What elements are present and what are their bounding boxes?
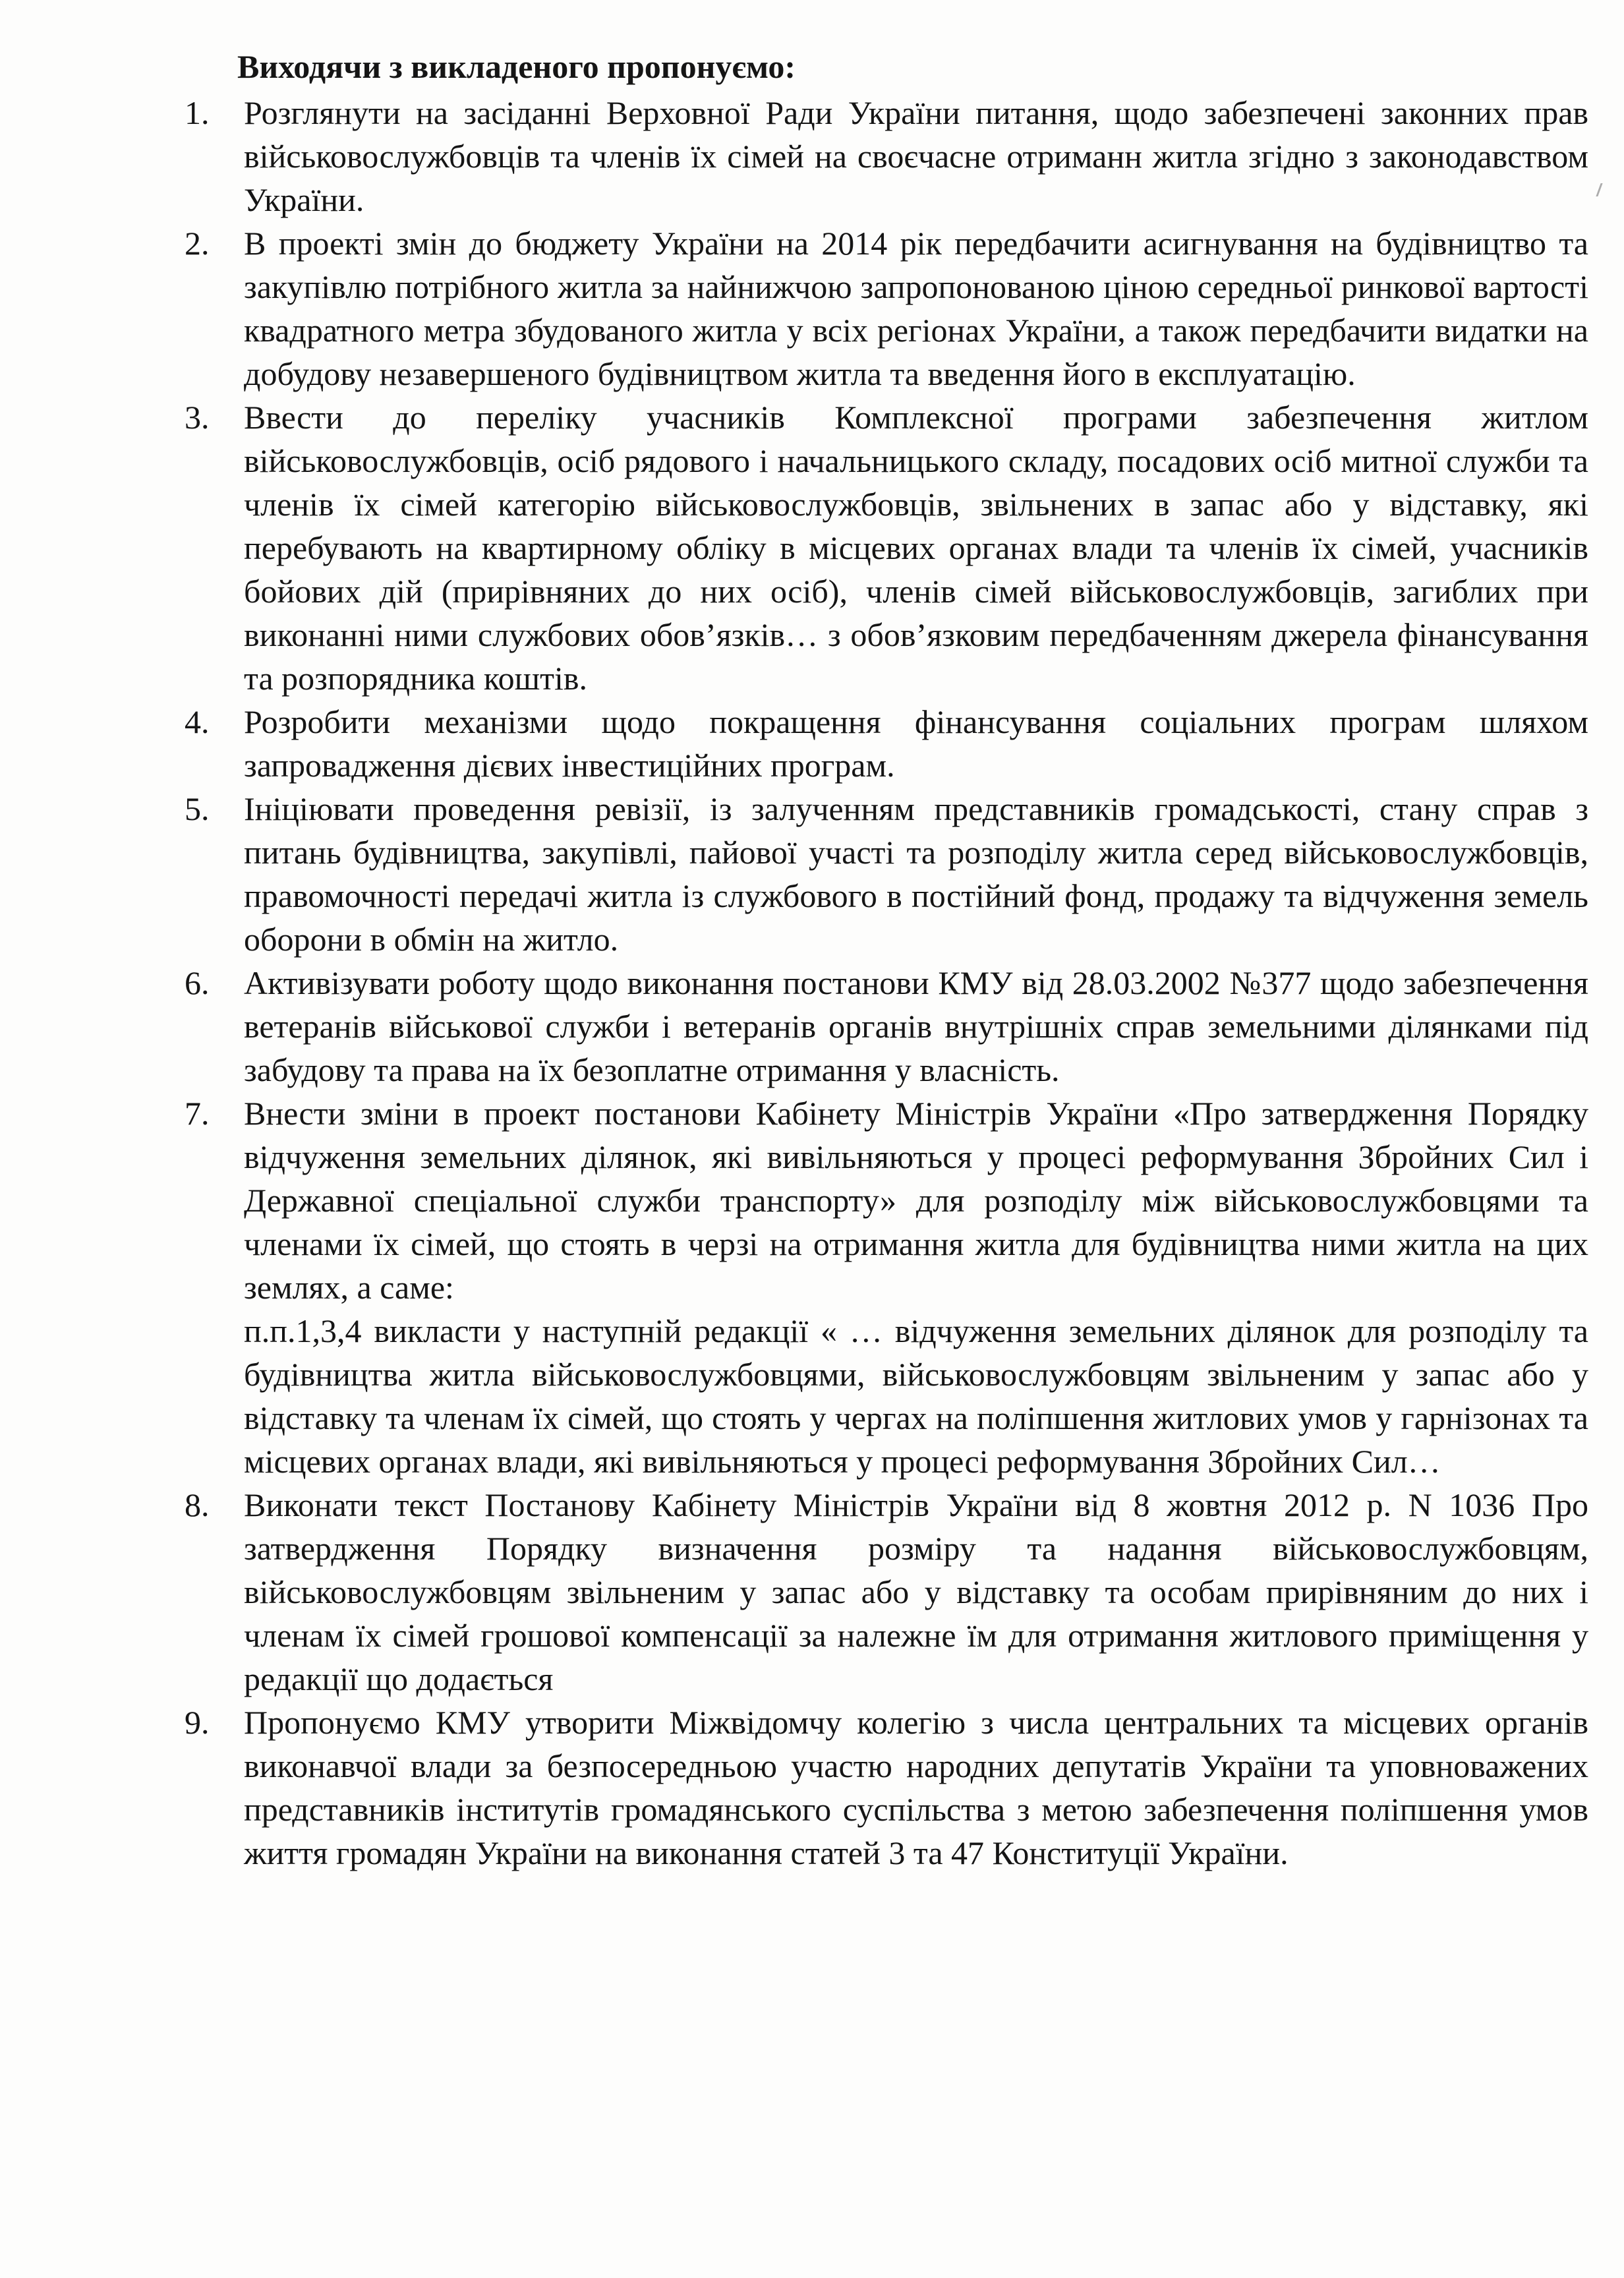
list-item [185, 91, 1588, 221]
item-number: 2. [185, 225, 210, 262]
list-item [185, 787, 1588, 961]
item-text: Ввести до переліку учасників Комплексної програми забезпечення житлом військовослужбовців, осіб рядового і начальницького складу, посадових осіб митної служби та членів їх сімей категорію військовослужбовців, звільнених в запас або у відставку, які перебувають на квартирному обліку в місцевих органах влади та членів їх сімей, учасників бойових дій (прирівняних до них осіб), членів сімей військовослужбовців, загиблих при виконанні ними службових обов’язків… з обов’язковим передбаченням джерела фінансування та розпорядника коштів. [244, 399, 1588, 697]
item-text: Внести зміни в проект постанови Кабінету Міністрів України «Про затвердження Порядку відчуження земельних ділянок, які вивільняються у процесі реформування Збройних Сил і Державної спеціальної служби транспорту» для розподілу між військовослужбовцями та членами їх сімей, що стоять в черзі на отримання житла для будівництва ними житла на цих землях, а саме: [244, 1095, 1588, 1306]
item-text: Виконати текст Постанову Кабінету Міністрів України від 8 жовтня 2012 р. N 1036 Про затвердження Порядку визначення розміру та надання військовослужбовцям, військовослужбовцям звільненим у запас або у відставку та особам прирівняним до них і членам їх сімей грошової компенсації за належне їм для отримання житлового приміщення у редакції що додається [244, 1486, 1588, 1697]
scan-mark [1596, 183, 1611, 196]
list-item [185, 961, 1588, 1092]
item-number: 5. [185, 790, 210, 827]
item-text: Ініціювати проведення ревізії, із залученням представників громадськості, стану справ з питань будівництва, закупівлі, пайової участі та розподілу житла серед військовослужбовців, правомочності передачі житла із службового в постійний фонд, продажу та відчуження земель оборони в обмін на житло. [244, 790, 1588, 958]
item-number: 4. [185, 703, 210, 740]
item-text: Розробити механізми щодо покращення фінансування соціальних програм шляхом запровадження дієвих інвестиційних програм. [244, 703, 1588, 784]
item-number: 9. [185, 1704, 210, 1741]
list-item [185, 221, 1588, 395]
list-item [185, 1701, 1588, 1875]
list-item [185, 1092, 1588, 1483]
document-heading: Виходячи з викладеного пропонуємо: [237, 48, 796, 85]
item-number: 7. [185, 1095, 210, 1132]
item-text: В проекті змін до бюджету України на 2014 рік передбачити асигнування на будівництво та закупівлю потрібного житла за найнижчою запропонованою ціною середньої ринкової вартості квадратного метра збудованого житла у всіх регіонах України, а також передбачити видатки на добудову незавершеного будівництвом житла та введення його в експлуатацію. [244, 225, 1588, 392]
item-text: Пропонуємо КМУ утворити Міжвідомчу колегію з числа центральних та місцевих органів виконавчої влади за безпосередньою участю народних депутатів України та уповноважених представників інститутів громадянського суспільства з метою забезпечення поліпшення умов життя громадян України на виконання статей 3 та 47 Конституції України. [244, 1704, 1588, 1871]
item-text: Розглянути на засіданні Верховної Ради України питання, щодо забезпечені законних прав військовослужбовців та членів їх сімей на своєчасне отриманн житла згідно з законодавством України. [244, 94, 1588, 218]
document-body [185, 45, 1588, 1875]
item-subtext: п.п.1,3,4 викласти у наступній редакції « … відчуження земельних ділянок для розподілу та будівництва житла військовослужбовцями, військовослужбовцям звільненим у запас або у відставку та членам їх сімей, що стоять у чергах на поліпшення житлових умов у гарнізонах та місцевих органах влади, які вивільняються у процесі реформування Збройних Сил… [244, 1312, 1588, 1480]
item-number: 8. [185, 1486, 210, 1523]
item-number: 6. [185, 964, 210, 1001]
item-number: 3. [185, 399, 210, 436]
list-item [185, 700, 1588, 787]
item-number: 1. [185, 94, 210, 131]
list-item [185, 1483, 1588, 1701]
item-text: Активізувати роботу щодо виконання постанови КМУ від 28.03.2002 №377 щодо забезпечення ветеранів військової служби і ветеранів органів внутрішніх справ земельними ділянками під забудову та права на їх безоплатне отримання у власність. [244, 964, 1588, 1088]
list-item [185, 395, 1588, 700]
proposal-list [185, 91, 1588, 1875]
